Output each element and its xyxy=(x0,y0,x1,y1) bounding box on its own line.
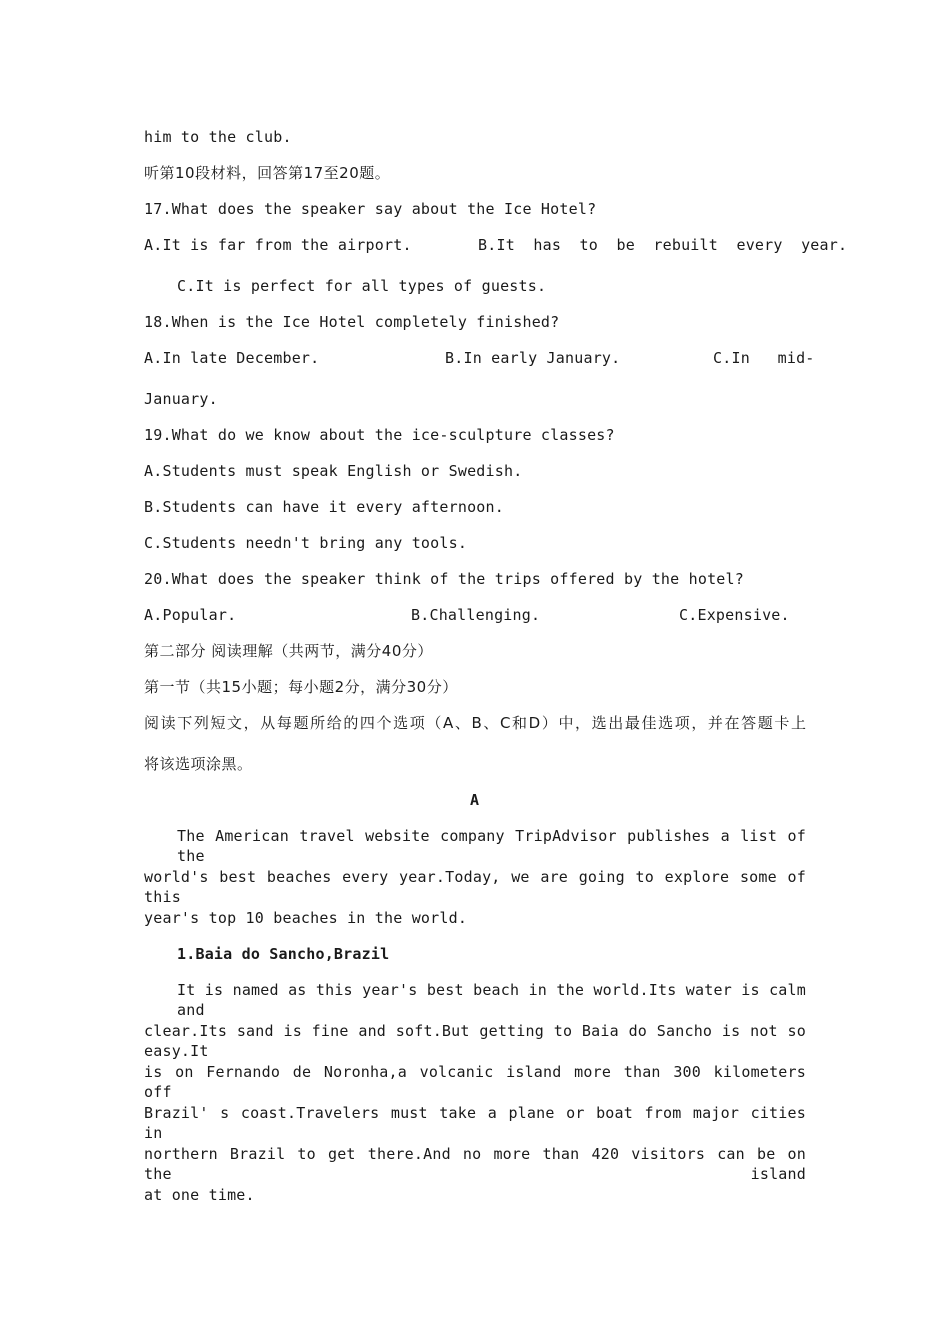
paragraph-line: It is named as this year's best beach in the world.Its water is calm and xyxy=(177,981,806,1019)
part-heading: 第二部分 阅读理解（共两节，满分40分） xyxy=(144,642,433,660)
option-19c: C.Students needn't bring any tools. xyxy=(144,534,468,552)
option-17b: B.It has to be rebuilt every year. xyxy=(478,236,848,254)
option-20a: A.Popular. xyxy=(144,606,237,624)
question-18: 18.When is the Ice Hotel completely finished? xyxy=(144,313,560,331)
paragraph-line: world's best beaches every year.Today, we are going to explore some of this xyxy=(144,868,806,906)
subheading: 1.Baia do Sancho,Brazil xyxy=(177,945,390,963)
text-line: him to the club. xyxy=(144,128,292,146)
paragraph-line: clear.Its sand is fine and soft.But getting to Baia do Sancho is not so easy.It xyxy=(144,1022,806,1060)
paragraph-line: at one time. xyxy=(144,1186,255,1204)
section-heading: 第一节（共15小题；每小题2分，满分30分） xyxy=(144,678,458,696)
option-18c-continued: January. xyxy=(144,390,218,408)
paragraph-line: Brazil' s coast.Travelers must take a plane or boat from major cities in xyxy=(144,1104,806,1142)
option-18a: A.In late December. xyxy=(144,349,320,367)
section-instruction: 听第10段材料，回答第17至20题。 xyxy=(144,164,391,182)
option-20b: B.Challenging. xyxy=(411,606,541,624)
paragraph-line: northern Brazil to get there.And no more than 420 visitors can be on the island xyxy=(144,1145,806,1183)
question-17: 17.What does the speaker say about the Ice Hotel? xyxy=(144,200,597,218)
option-17a: A.It is far from the airport. xyxy=(144,236,412,254)
option-18c: C.In mid- xyxy=(713,349,815,367)
question-20: 20.What does the speaker think of the trips offered by the hotel? xyxy=(144,570,744,588)
option-19a: A.Students must speak English or Swedish. xyxy=(144,462,523,480)
instructions-line-2: 将该选项涂黑。 xyxy=(144,755,253,773)
option-17c: C.It is perfect for all types of guests. xyxy=(177,277,547,295)
paragraph-line: year's top 10 beaches in the world. xyxy=(144,909,468,927)
paragraph-line: The American travel website company TripAdvisor publishes a list of the xyxy=(177,827,806,865)
paragraph-line: is on Fernando de Noronha,a volcanic island more than 300 kilometers off xyxy=(144,1063,806,1101)
instructions-line-1: 阅读下列短文，从每题所给的四个选项（A、B、C和D）中，选出最佳选项，并在答题卡上 xyxy=(144,714,806,732)
passage-title: A xyxy=(470,791,480,809)
option-19b: B.Students can have it every afternoon. xyxy=(144,498,504,516)
option-20c: C.Expensive. xyxy=(679,606,790,624)
question-19: 19.What do we know about the ice-sculpture classes? xyxy=(144,426,615,444)
option-18b: B.In early January. xyxy=(445,349,621,367)
